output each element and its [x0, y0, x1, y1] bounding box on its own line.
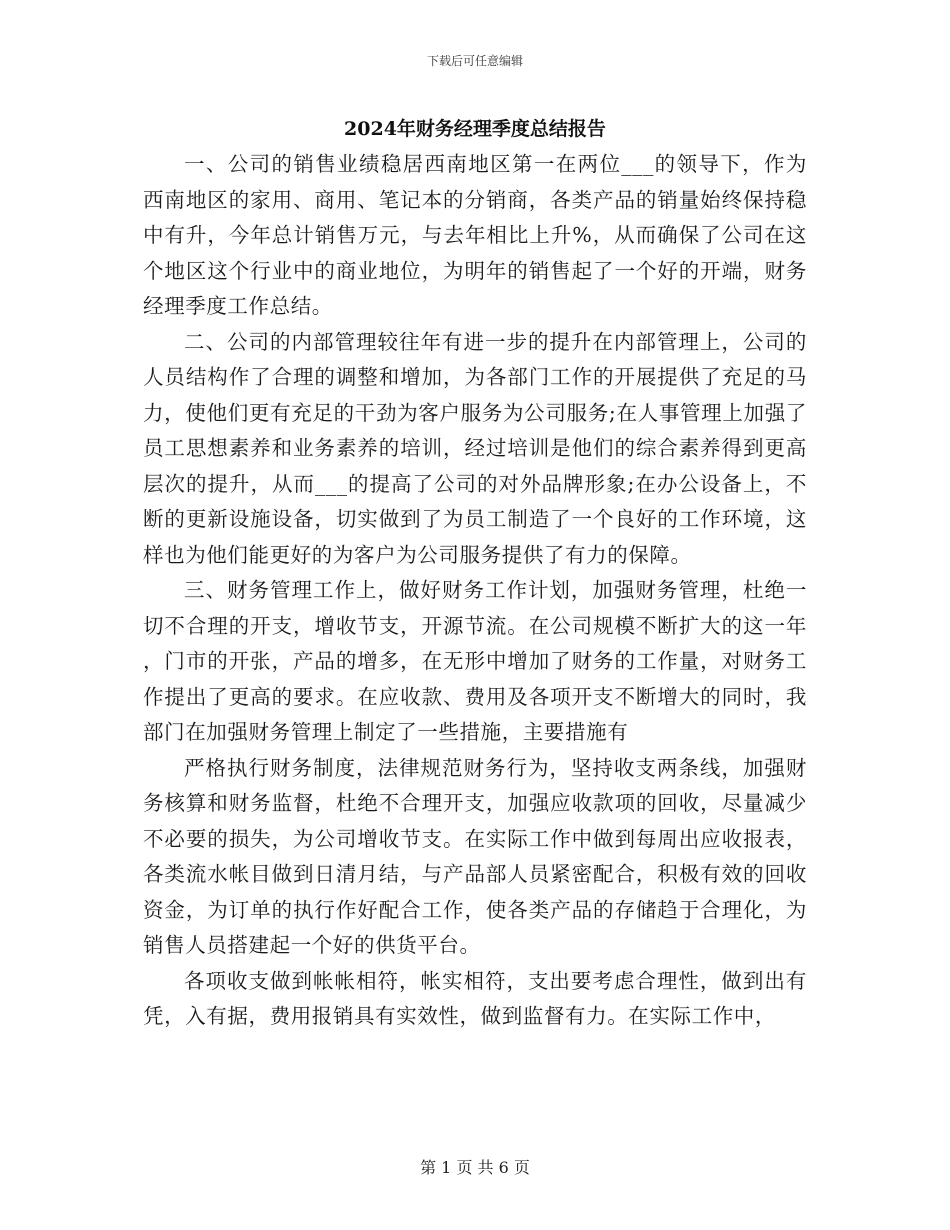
paragraph-5: 各项收支做到帐帐相符，帐实相符，支出要考虑合理性，做到出有凭，入有据，费用报销具有实效性，做到监督有力。在实际工作中， [143, 968, 807, 1028]
document-body [143, 147, 807, 1035]
paragraph-1: 一、公司的销售业绩稳居西南地区第一在两位___的领导下，作为西南地区的家用、商用、笔记本的分销商，各类产品的销量始终保持稳中有升，今年总计销售万元，与去年相比上升%，从而确保了公司在这个地区这个行业中的商业地位，为明年的销售起了一个好的开端，财务经理季度工作总结。 [143, 152, 807, 318]
paragraph-4: 严格执行财务制度，法律规范财务行为，坚持收支两条线，加强财务核算和财务监督，杜绝不合理开支，加强应收款项的回收，尽量减少不必要的损失，为公司增收节支。在实际工作中做到每周出应收报表，各类流水帐目做到日清月结，与产品部人员紧密配合，积极有效的回收资金，为订单的执行作好配合工作，使各类产品的存储趋于合理化，为销售人员搭建起一个好的供货平台。 [143, 755, 807, 957]
page-number: 第 1 页 共 6 页 [420, 1158, 530, 1177]
paragraph-2: 二、公司的内部管理较往年有进一步的提升在内部管理上，公司的人员结构作了合理的调整和增加，为各部门工作的开展提供了充足的马力，使他们更有充足的干劲为客户服务为公司服务;在人事管理上加强了员工思想素养和业务素养的培训，经过培训是他们的综合素养得到更高层次的提升，从而___的提高了公司的对外品牌形象;在办公设备上，不断的更新设施设备，切实做到了为员工制造了一个良好的工作环境，这样也为他们能更好的为客户为公司服务提供了有力的保障。 [143, 329, 807, 567]
header-note: 下载后可任意编辑 [426, 54, 523, 68]
document-title: 2024年财务经理季度总结报告 [344, 118, 606, 140]
paragraph-3: 三、财务管理工作上，做好财务工作计划，加强财务管理，杜绝一切不合理的开支，增收节支，开源节流。在公司规模不断扩大的这一年，门市的开张，产品的增多，在无形中增加了财务的工作量，对财务工作提出了更高的要求。在应收款、费用及各项开支不断增大的同时，我部门在加强财务管理上制定了一些措施，主要措施有 [143, 578, 807, 744]
